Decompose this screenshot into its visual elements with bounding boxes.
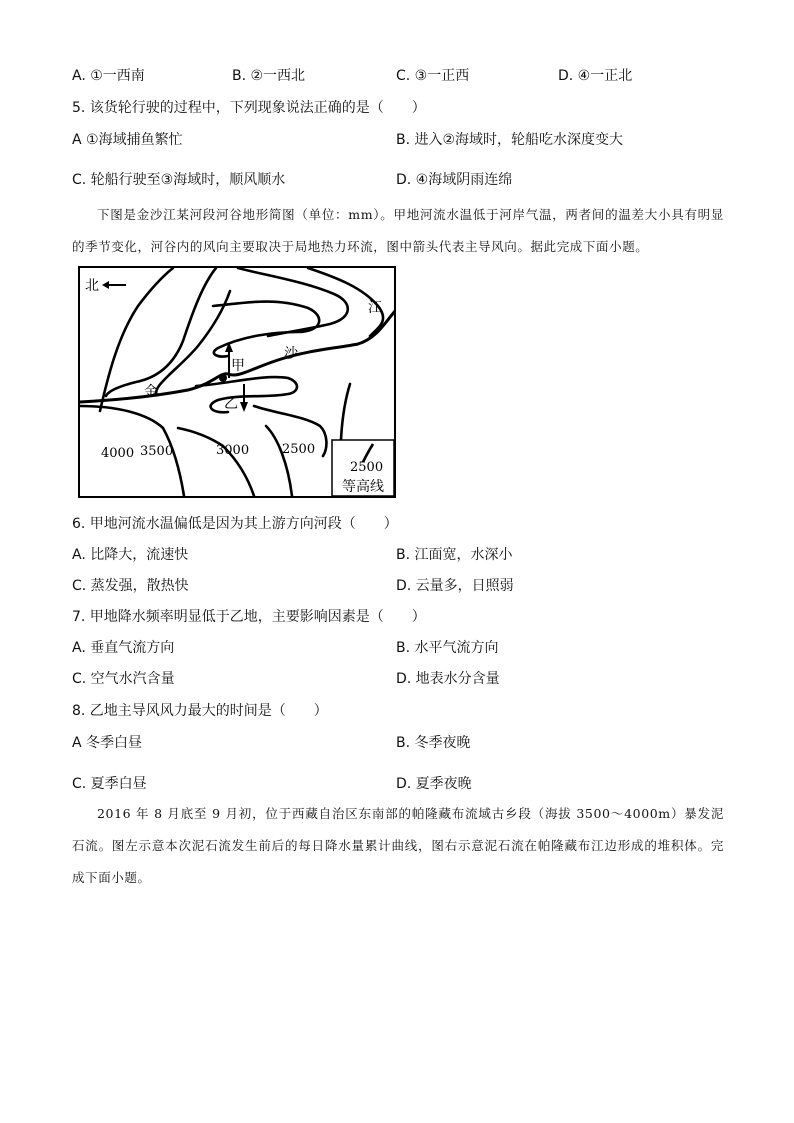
q7-options-row1 (72, 639, 732, 657)
q6-stem: 6. 甲地河流水温偏低是因为其上游方向河段（ ） (72, 516, 398, 532)
passage-1 (72, 199, 724, 263)
q5-option-c: C. 轮船行驶至③海域时，顺风顺水 (72, 172, 286, 188)
q4-option-d: D. ④一正北 (558, 68, 633, 84)
q5-option-d: D. ④海域阴雨连绵 (396, 172, 513, 188)
q5-option-a: A ①海域捕鱼繁忙 (72, 132, 183, 148)
q7-option-a: A. 垂直气流方向 (72, 640, 175, 656)
contour-label-3000: 3000 (216, 443, 250, 458)
q7-option-c: C. 空气水汽含量 (72, 671, 175, 687)
river-label-jiang: 江 (368, 300, 382, 316)
q4-option-c: C. ③一正西 (396, 68, 470, 84)
passage-2 (72, 798, 724, 894)
q8-option-c: C. 夏季白昼 (72, 776, 147, 792)
q6-option-c: C. 蒸发强，散热快 (72, 578, 189, 594)
q8-options-row2 (72, 775, 732, 793)
q6-options-row1 (72, 546, 732, 564)
passage-2-text: 2016 年 8 月底至 9 月初，位于西藏自治区东南部的帕隆藏布流域古乡段（海拔 3500～4000m）暴发泥石流。图左示意本次泥石流发生前后的每日降水量累计曲线，图右示意泥石流在帕隆藏布江边形成的堆积体。完成下面小题。 (72, 806, 724, 885)
place-label-yi: 乙 (224, 396, 238, 412)
q4-option-a: A. ①一西南 (72, 68, 145, 84)
contour-label-2500: 2500 (282, 442, 316, 457)
river-label-sha: 沙 (284, 346, 298, 362)
valley-contour-map (78, 266, 396, 498)
legend-box (332, 440, 394, 496)
q7-option-d: D. 地表水分含量 (396, 671, 500, 687)
place-label-jia: 甲 (231, 358, 245, 374)
q8-options-row1 (72, 734, 732, 752)
q8-stem: 8. 乙地主导风风力最大的时间是（ ） (72, 703, 328, 719)
q4-options (72, 67, 732, 85)
q7-options-row2 (72, 670, 732, 688)
q5-options-row1 (72, 131, 732, 149)
q6-options-row2 (72, 577, 732, 595)
q7-option-b: B. 水平气流方向 (396, 640, 499, 656)
q7-stem: 7. 甲地降水频率明显低于乙地，主要影响因素是（ ） (72, 609, 426, 625)
river-label-jin: 金 (144, 384, 158, 400)
q5-option-b: B. 进入②海域时，轮船吃水深度变大 (396, 132, 624, 148)
jia-point-icon (219, 374, 227, 382)
q6-option-a: A. 比降大，流速快 (72, 547, 189, 563)
contour-label-4000: 4000 (101, 446, 135, 461)
contour-label-3500: 3500 (140, 444, 174, 459)
north-label: 北 (85, 278, 99, 294)
q6-option-d: D. 云量多，日照弱 (396, 578, 514, 594)
passage-1-text: 下图是金沙江某河段河谷地形简图（单位：mm）。甲地河流水温低于河岸气温，两者间的温差大小具有明显的季节变化，河谷内的风向主要取决于局地热力环流，图中箭头代表主导风向。据此完成下面小题。 (72, 207, 724, 254)
q8-option-b: B. 冬季夜晚 (396, 735, 471, 751)
legend-value: 2500 (350, 460, 384, 475)
q8-option-a: A 冬季白昼 (72, 735, 143, 751)
q5-options-row2 (72, 171, 732, 189)
q8-option-d: D. 夏季夜晚 (396, 776, 472, 792)
q6-option-b: B. 江面宽，水深小 (396, 547, 513, 563)
legend-label: 等高线 (342, 479, 384, 495)
q5-stem: 5. 该货轮行驶的过程中，下列现象说法正确的是（ ） (72, 100, 426, 116)
q4-option-b: B. ②一西北 (232, 68, 306, 84)
